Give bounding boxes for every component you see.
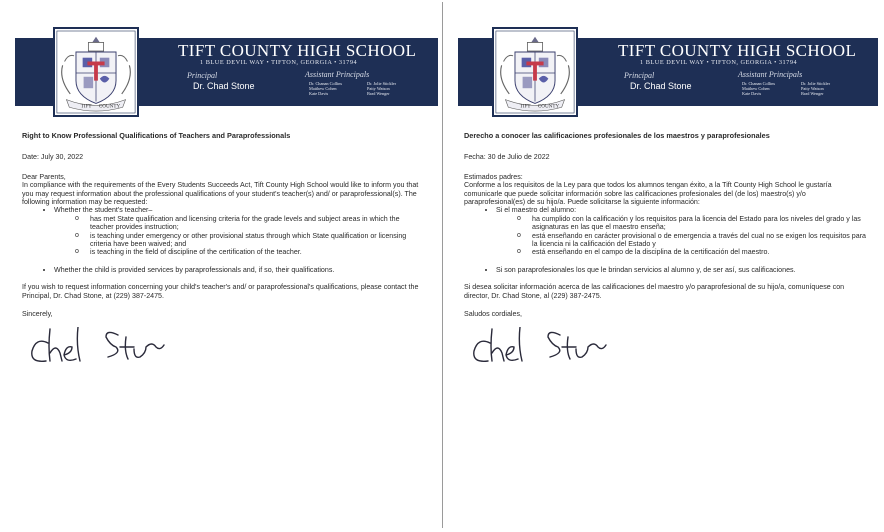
letter-title: Right to Know Professional Qualifications of Teachers and Paraprofessionals xyxy=(22,131,291,140)
letter-page-english xyxy=(0,0,436,532)
school-name: TIFT COUNTY HIGH SCHOOL xyxy=(618,41,857,60)
sub-list xyxy=(54,215,422,257)
school-address: 1 BLUE DEVIL WAY • TIFTON, GEORGIA • 31794 xyxy=(200,59,358,66)
school-crest-logo xyxy=(492,27,578,117)
assistant-principals-col2 xyxy=(801,81,830,97)
assistant-name: Matthew Cohen xyxy=(742,86,770,92)
sub-list-item: o está enseñando en carácter provisional o de emergencia a través del cual no se exigen los requisitos para la licencia ni la calificación del Estado y xyxy=(532,232,868,249)
letter-body xyxy=(464,132,868,371)
school-name: TIFT COUNTY HIGH SCHOOL xyxy=(178,41,417,60)
closing-paragraph: Si desea solicitar información acerca de las calificaciones del maestro y/o paraprofesional de su hijo/a, comuníquese con director, Dr. Chad Stone, al (229) 387-2475. xyxy=(464,283,845,300)
school-crest-logo xyxy=(53,27,139,117)
sub-list-item: o ha cumplido con la calificación y los requisitos para la licencia del Estado para los niveles del grado y las asignaturas en las que el maestro enseña; xyxy=(532,215,868,232)
qualification-list xyxy=(464,206,868,274)
principal-name: Dr. Chad Stone xyxy=(193,81,255,91)
intro-paragraph: Conforme a los requisitos de la Ley para que todos los alumnos tengan éxito, a la Tift County High School le gustaría comunicarle que puede solicitar información sobre las calificaciones profesionales del (de los) maestro(s) y/o paraprofesional(es) de su hijo/a. Puede solicitarse la siguiente información: xyxy=(464,181,832,207)
sub-list-item: o está enseñando en el campo de la disciplina de la certificación del maestro. xyxy=(532,248,868,256)
principal-name: Dr. Chad Stone xyxy=(630,81,692,91)
assistant-principals-label: Assistant Principals xyxy=(305,70,370,79)
crest-banner-text: TIFT xyxy=(80,103,92,110)
page-divider xyxy=(442,2,443,528)
sub-list-item: o is teaching under emergency or other provisional status through which State qualification or licensing criteria have been waived; and xyxy=(90,232,422,249)
sub-list-item: o is teaching in the field of discipline of the certification of the teacher. xyxy=(90,248,422,256)
assistant-name: Patty Watson xyxy=(801,86,824,92)
assistant-name: Dr. Jolie Stickler xyxy=(801,81,830,86)
crest-emblem-icon xyxy=(494,29,576,115)
list-item xyxy=(54,206,422,256)
salutation: Estimados padres: xyxy=(464,172,523,181)
assistant-name: Dr. Chanan Collins xyxy=(309,81,343,86)
sub-list xyxy=(496,215,868,257)
assistant-name: Dr. Chanan Collins xyxy=(742,81,776,86)
signoff: Sincerely, xyxy=(22,310,53,319)
assistant-principals-label: Assistant Principals xyxy=(738,70,803,79)
list-item: • Si son paraprofesionales los que le brindan servicios al alumno y, de ser así, sus calificaciones. xyxy=(496,266,868,274)
crest-banner-text: COUNTY xyxy=(537,103,560,110)
letter-title: Derecho a conocer las calificaciones profesionales de los maestros y paraprofesionales xyxy=(464,131,770,140)
list-item-text: Whether the student's teacher– xyxy=(54,206,153,215)
crest-emblem-icon xyxy=(55,29,137,115)
list-item xyxy=(496,206,868,256)
crest-banner-text: COUNTY xyxy=(98,103,121,110)
assistant-principals-col2 xyxy=(367,81,396,97)
salutation: Dear Parents, xyxy=(22,172,66,181)
qualification-list xyxy=(22,206,422,274)
assistant-name: Kate Davis xyxy=(742,91,762,97)
assistant-name: Kate Davis xyxy=(309,91,329,97)
assistant-principals-col1 xyxy=(309,81,342,97)
assistant-name: Dr. Jolie Stickler xyxy=(367,81,396,86)
list-item-text: Si el maestro del alumno: xyxy=(496,206,577,215)
letter-date: Fecha: 30 de Julio de 2022 xyxy=(464,153,550,162)
signature-image xyxy=(468,327,628,371)
letter-body xyxy=(22,132,422,371)
assistant-name: Brad Wenger xyxy=(367,91,390,97)
signoff: Saludos cordiales, xyxy=(464,310,522,319)
assistant-principals-col1 xyxy=(742,81,775,97)
assistant-name: Patty Watson xyxy=(367,86,390,92)
closing-paragraph: If you wish to request information concerning your child's teacher's and/ or paraprofessional's qualifications, please contact the Principal, Dr. Chad Stone, at (229) 387-2475. xyxy=(22,283,419,300)
principal-label: Principal xyxy=(187,71,218,80)
assistant-name: Brad Wenger xyxy=(801,91,824,97)
intro-paragraph: In compliance with the requirements of the Every Students Succeeds Act, Tift County High School would like to inform you that you may request information about the professional qualifications of your student's teacher(s) and/ or paraprofessional(s). The following information may be requested: xyxy=(22,181,419,207)
letter-page-spanish xyxy=(448,0,884,532)
letter-date: Date: July 30, 2022 xyxy=(22,153,84,162)
crest-banner-text: TIFT xyxy=(519,103,531,110)
list-item: • Whether the child is provided services by paraprofessionals and, if so, their qualifications. xyxy=(54,266,422,274)
school-address: 1 BLUE DEVIL WAY • TIFTON, GEORGIA • 31794 xyxy=(640,59,798,66)
sub-list-item: o has met State qualification and licensing criteria for the grade levels and subject areas in which the teacher provides instruction; xyxy=(90,215,422,232)
principal-label: Principal xyxy=(624,71,655,80)
signature-image xyxy=(26,327,186,371)
assistant-name: Matthew Cohen xyxy=(309,86,337,92)
